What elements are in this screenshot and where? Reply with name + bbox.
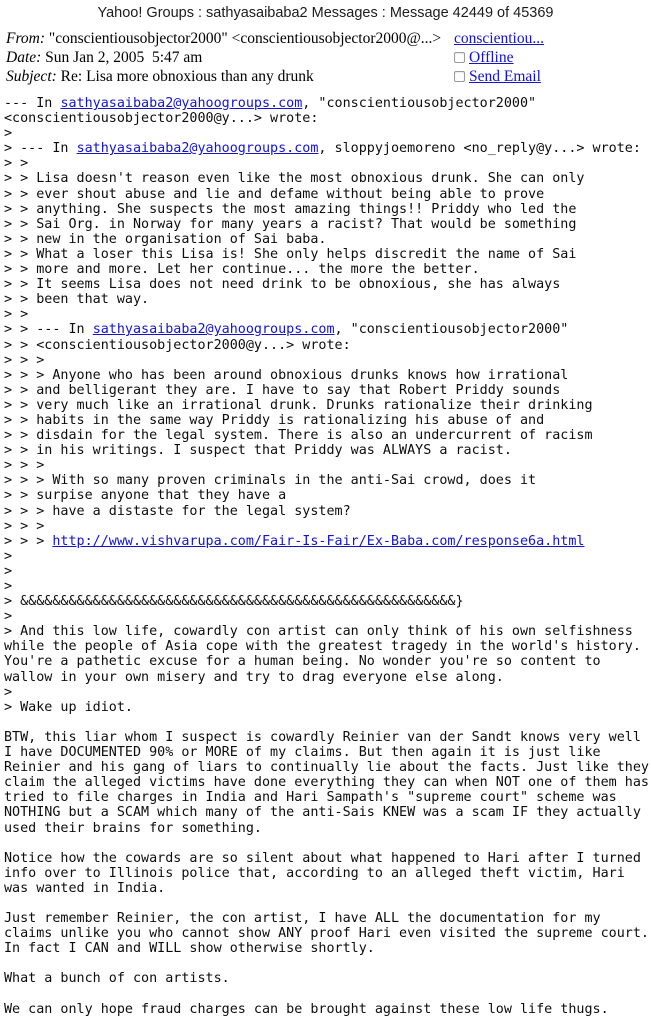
body-line xyxy=(4,232,651,247)
body-text: > > surpise anyone that they have a xyxy=(4,488,287,504)
body-text: > > > xyxy=(4,518,45,534)
body-text: > --- In xyxy=(4,141,77,157)
body-text: > xyxy=(4,563,13,579)
body-text: > xyxy=(4,684,13,700)
body-line xyxy=(4,187,651,202)
body-line xyxy=(4,971,651,986)
body-line xyxy=(4,836,651,851)
subject-label: Subject: xyxy=(6,68,57,85)
body-line xyxy=(4,322,651,337)
body-line xyxy=(4,941,651,956)
body-text: > > > With so many proven criminals in the anti-Sai crowd, does it xyxy=(4,473,537,489)
send-email-link[interactable]: Send Email xyxy=(469,68,541,85)
body-line xyxy=(4,956,651,971)
body-text: Just remember Reinier, the con artist, I have ALL the documentation for my xyxy=(4,911,601,927)
body-line xyxy=(4,292,651,307)
body-text: > > > Anyone who has been around obnoxious drunks knows how irrational xyxy=(4,367,569,383)
body-line xyxy=(4,564,651,579)
send-email-row xyxy=(454,67,544,86)
body-text: > And this low life, cowardly con artist can only think of his own selfishness xyxy=(4,624,633,640)
body-line xyxy=(4,579,651,594)
body-line xyxy=(4,609,651,624)
date-value: Sun Jan 2, 2005 5:47 am xyxy=(41,49,203,66)
body-text: In fact I CAN and WILL show otherwise shortly. xyxy=(4,941,375,957)
body-line xyxy=(4,881,651,896)
body-text: > > new in the organisation of Sai baba. xyxy=(4,231,327,247)
body-link[interactable]: sathyasaibaba2@yahoogroups.com xyxy=(76,141,319,157)
body-text: Reinier and his gang of liars to continually lie about the facts. Just like they xyxy=(4,760,649,776)
body-line xyxy=(4,624,651,639)
subject-row xyxy=(6,67,441,86)
date-label: Date: xyxy=(6,49,42,66)
body-text: > > > have a distaste for the legal system? xyxy=(4,503,351,519)
body-line xyxy=(4,654,651,669)
body-line xyxy=(4,866,651,881)
body-line xyxy=(4,473,651,488)
body-text: claims unlike you who cannot show ANY proof Hari even visited the supreme court. xyxy=(4,926,649,942)
body-line xyxy=(4,156,651,171)
body-line xyxy=(4,504,651,519)
body-line xyxy=(4,202,651,217)
body-line xyxy=(4,730,651,745)
body-line xyxy=(4,1002,651,1017)
send-email-checkbox[interactable] xyxy=(454,71,465,82)
body-text: used their brains for something. xyxy=(4,820,262,836)
body-text: > xyxy=(4,579,13,594)
body-text: > > ever shout abuse and lie and defame without being able to prove xyxy=(4,186,545,202)
body-line xyxy=(4,413,651,428)
body-text: > > been that way. xyxy=(4,292,150,308)
body-text: > > Lisa doesn't reason even like the most obnoxious drunk. She can only xyxy=(4,171,585,187)
body-text: > > more and more. Let her continue... the more the better. xyxy=(4,262,480,278)
body-text: > > <conscientiousobjector2000@y...> wrote: xyxy=(4,337,351,353)
body-link[interactable]: sathyasaibaba2@yahoogroups.com xyxy=(60,96,303,111)
from-row xyxy=(6,29,441,48)
body-text: > &&&&&&&&&&&&&&&&&&&&&&&&&&&&&&&&&&&&&&&&&&&&&&&&&&&&&&} xyxy=(4,594,464,610)
body-text: > > > xyxy=(4,533,53,549)
body-line xyxy=(4,715,651,730)
body-text: > > Sai Org. in Norway for many years a racist? That would be something xyxy=(4,216,577,232)
message-meta xyxy=(6,29,441,86)
body-text: claim the alleged victims have done everything they can when NOT one of them has xyxy=(4,775,649,791)
body-text: > > very much like an irrational drunk. Drunks rationalize their drinking xyxy=(4,397,593,413)
body-line xyxy=(4,790,651,805)
body-text: was wanted in India. xyxy=(4,880,166,896)
body-text: I have DOCUMENTED 90% or MORE of my claims. But then again it is just like xyxy=(4,745,601,761)
body-line xyxy=(4,926,651,941)
body-line xyxy=(4,126,651,141)
body-link[interactable]: http://www.vishvarupa.com/Fair-Is-Fair/Ex-Baba.com/response6a.html xyxy=(52,533,585,549)
body-text: Notice how the cowards are so silent about what happened to Hari after I turned xyxy=(4,850,641,866)
offline-row xyxy=(454,48,544,67)
from-value: "conscientiousobjector2000" <conscientiousobjector2000@...> xyxy=(45,30,442,47)
body-line xyxy=(4,277,651,292)
body-line xyxy=(4,383,651,398)
body-text: , "conscientiousobjector2000" xyxy=(334,322,569,338)
body-line xyxy=(4,594,651,609)
body-line xyxy=(4,96,651,111)
page-title: Yahoo! Groups : sathyasaibaba2 Messages : Message 42449 of 45369 xyxy=(97,5,554,21)
body-text: > > It seems Lisa does not need drink to be obnoxious, she has always xyxy=(4,277,561,293)
body-line xyxy=(4,262,651,277)
body-text: wallow in your own misery and try to drag everyone else along. xyxy=(4,669,504,685)
body-text: > xyxy=(4,126,13,142)
body-line xyxy=(4,911,651,926)
body-line xyxy=(4,443,651,458)
body-text: while the people of Asia cope with the greatest tragedy in the world's history. xyxy=(4,639,641,655)
body-line xyxy=(4,488,651,503)
body-text: > > --- In xyxy=(4,322,93,338)
body-text: , "conscientiousobjector2000" xyxy=(302,96,537,111)
sender-profile-link[interactable]: conscientiou... xyxy=(454,30,544,47)
body-text: info over to Illinois police that, according to an alleged theft victim, Hari xyxy=(4,865,625,881)
offline-link[interactable]: Offline xyxy=(469,49,514,66)
body-text: > > xyxy=(4,307,29,323)
body-line xyxy=(4,821,651,836)
body-line xyxy=(4,428,651,443)
body-line xyxy=(4,171,651,186)
body-text: --- In xyxy=(4,96,61,111)
sender-profile-row xyxy=(454,29,544,48)
date-row xyxy=(6,48,441,67)
body-text: > > disdain for the legal system. There is also an undercurrent of racism xyxy=(4,428,593,444)
body-text: > > What a loser this Lisa is! She only helps discredit the name of Sai xyxy=(4,246,577,262)
body-line xyxy=(4,851,651,866)
body-text: > > anything. She suspects the most amazing things!! Priddy who led the xyxy=(4,201,577,217)
body-text: BTW, this liar whom I suspect is cowardly Reinier van der Sandt knows very well xyxy=(4,729,641,745)
body-text: > > and belligerant they are. I have to say that Robert Priddy sounds xyxy=(4,382,561,398)
body-text: tried to file charges in India and Hari Sampath's "supreme court" scheme was xyxy=(4,790,617,806)
body-link[interactable]: sathyasaibaba2@yahoogroups.com xyxy=(92,322,335,338)
from-label: From: xyxy=(6,30,46,47)
body-line xyxy=(4,896,651,911)
body-line xyxy=(4,458,651,473)
body-line xyxy=(4,338,651,353)
body-line xyxy=(4,398,651,413)
message-actions xyxy=(454,29,544,86)
body-line xyxy=(4,549,651,564)
body-text: > xyxy=(4,548,13,564)
body-line xyxy=(4,775,651,790)
body-text: What a bunch of con artists. xyxy=(4,971,230,987)
body-line xyxy=(4,670,651,685)
body-line xyxy=(4,247,651,262)
offline-checkbox[interactable] xyxy=(454,52,465,63)
body-line xyxy=(4,639,651,654)
body-text: You're a pathetic excuse for a human being. No wonder you're so content to xyxy=(4,654,601,670)
body-line xyxy=(4,685,651,700)
body-text: <conscientiousobjector2000@y...> wrote: xyxy=(4,111,319,127)
body-text: > > > xyxy=(4,458,45,474)
body-line xyxy=(4,805,651,820)
body-line xyxy=(4,700,651,715)
body-text: > > xyxy=(4,156,29,172)
body-text: NOTHING but a SCAM which many of the anti-Sais KNEW was a scam IF they actually xyxy=(4,805,641,821)
body-text: We can only hope fraud charges can be brought against these low life thugs. xyxy=(4,1001,609,1017)
body-text: > > > xyxy=(4,352,45,368)
body-line xyxy=(4,141,651,156)
body-text: > > habits in the same way Priddy is rationalizing his abuse of and xyxy=(4,412,545,428)
body-line xyxy=(4,368,651,383)
body-line xyxy=(4,353,651,368)
body-text: , sloppyjoemoreno <no_reply@y...> wrote: xyxy=(318,141,641,157)
body-text: > > in his writings. I suspect that Priddy was ALWAYS a racist. xyxy=(4,443,512,459)
body-line xyxy=(4,760,651,775)
body-line xyxy=(4,534,651,549)
body-line xyxy=(4,111,651,126)
body-line xyxy=(4,307,651,322)
body-line xyxy=(4,217,651,232)
body-line xyxy=(4,987,651,1002)
body-line xyxy=(4,745,651,760)
body-line xyxy=(4,519,651,534)
subject-value: Re: Lisa more obnoxious than any drunk xyxy=(56,68,314,85)
body-text: > Wake up idiot. xyxy=(4,699,133,715)
message-body xyxy=(4,96,651,1017)
body-text: > xyxy=(4,609,13,625)
